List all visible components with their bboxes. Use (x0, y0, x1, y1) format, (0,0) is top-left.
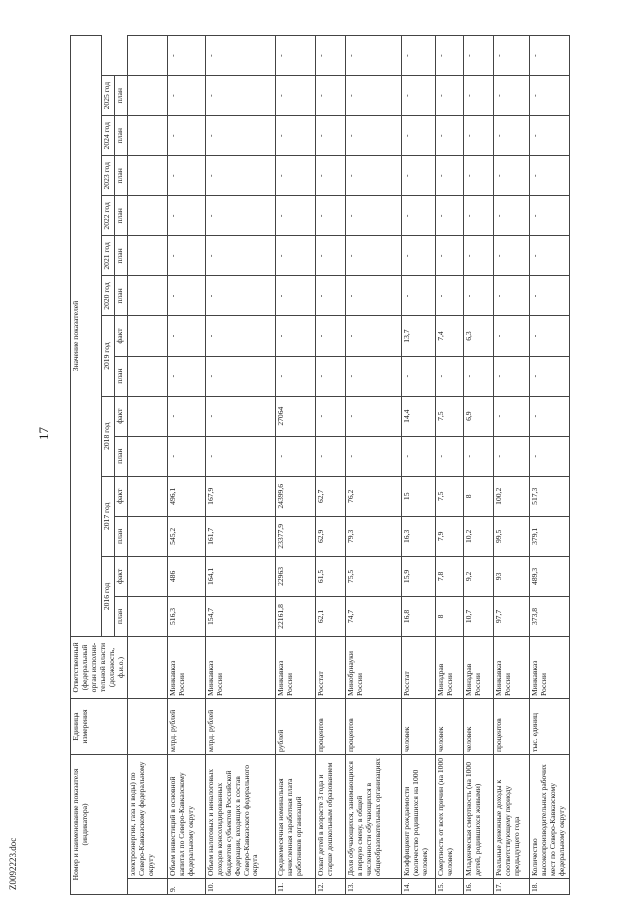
fact-label: факт (114, 396, 127, 436)
fact-label: факт (114, 316, 127, 356)
value-cell: - (205, 396, 275, 436)
value-cell: - (529, 196, 569, 236)
row-number: 14. (401, 879, 435, 895)
value-cell: - (435, 236, 463, 276)
value-cell: - (275, 236, 315, 276)
value-cell: 99,5 (493, 516, 529, 556)
responsible-cell: Минздрав России (435, 637, 463, 699)
plan-label: план (114, 276, 127, 316)
value-cell: 13,7 (401, 316, 435, 356)
page-number: 17 (36, 427, 51, 440)
value-cell: - (345, 156, 401, 196)
value-cell: - (275, 156, 315, 196)
indicator-name: Реальные денежные доходы к соответствующему периоду предыдущего года (493, 755, 529, 879)
value-cell: - (463, 156, 493, 196)
unit-cell: процентов (345, 699, 401, 755)
value-cell: - (401, 116, 435, 156)
value-cell (127, 116, 167, 156)
value-cell: - (463, 356, 493, 396)
year-2022: 2022 год (102, 196, 115, 236)
value-cell (127, 356, 167, 396)
value-cell: - (345, 436, 401, 476)
table-row (127, 36, 167, 895)
value-cell: - (167, 236, 205, 276)
row-number: 15. (435, 879, 463, 895)
value-cell: - (345, 356, 401, 396)
unit-cell: человек (435, 699, 463, 755)
value-cell: - (493, 236, 529, 276)
value-cell: - (167, 396, 205, 436)
value-cell: - (205, 36, 275, 76)
value-cell: - (529, 156, 569, 196)
value-cell: - (167, 436, 205, 476)
value-cell (127, 556, 167, 596)
row-number: 17. (493, 879, 529, 895)
value-cell: - (205, 196, 275, 236)
value-cell: - (493, 76, 529, 116)
value-cell (127, 596, 167, 636)
value-cell: - (529, 76, 569, 116)
unit-cell: млрд. рублей (167, 699, 205, 755)
plan-label: план (114, 76, 127, 116)
value-cell (127, 396, 167, 436)
responsible-cell: Минкавказ России (167, 637, 205, 699)
value-cell: - (493, 156, 529, 196)
year-2024: 2024 год (102, 116, 115, 156)
table-row (463, 36, 493, 895)
value-cell: - (401, 276, 435, 316)
table-row (275, 36, 315, 895)
plan-label: план (114, 156, 127, 196)
value-cell: 22963 (275, 556, 315, 596)
year-2017: 2017 год (102, 476, 115, 556)
value-cell: - (315, 156, 345, 196)
value-cell: 7,8 (435, 556, 463, 596)
value-cell: - (167, 356, 205, 396)
value-cell: - (435, 196, 463, 236)
year-2025: 2025 год (102, 76, 115, 116)
indicator-name: Младенческая смертность (на 1000 детей, родившихся живыми) (463, 755, 493, 879)
unit-cell: млрд. рублей (205, 699, 275, 755)
value-cell: - (401, 196, 435, 236)
value-cell: - (401, 236, 435, 276)
value-cell: - (529, 316, 569, 356)
value-cell: - (205, 356, 275, 396)
value-cell: 9,2 (463, 556, 493, 596)
table-row (205, 36, 275, 895)
value-cell: - (529, 236, 569, 276)
value-cell: 486 (167, 556, 205, 596)
value-cell (127, 276, 167, 316)
plan-label: план (114, 356, 127, 396)
value-cell: - (345, 276, 401, 316)
value-cell: 10,2 (463, 516, 493, 556)
value-cell: - (167, 36, 205, 76)
value-cell (127, 36, 167, 76)
indicator-name: Количество высокопроизводительных рабочих мест по Северо-Кавказскому федеральному округу (529, 755, 569, 879)
value-cell: - (275, 316, 315, 356)
value-cell: - (345, 76, 401, 116)
value-cell: - (275, 36, 315, 76)
value-cell: 74,7 (345, 596, 401, 636)
value-cell: - (463, 196, 493, 236)
value-cell: - (315, 276, 345, 316)
value-cell: - (401, 436, 435, 476)
plan-label: план (114, 236, 127, 276)
plan-label: план (114, 116, 127, 156)
value-cell: - (205, 236, 275, 276)
value-cell: 97,7 (493, 596, 529, 636)
value-cell: - (463, 76, 493, 116)
value-cell: - (167, 196, 205, 236)
plan-label: план (114, 196, 127, 236)
value-cell (127, 436, 167, 476)
value-cell: - (493, 196, 529, 236)
file-name-footer: Z0092223.doc (8, 837, 18, 890)
value-cell: 7,5 (435, 476, 463, 516)
value-cell: - (205, 76, 275, 116)
responsible-cell: Минкавказ России (529, 637, 569, 699)
unit-cell: тыс. единиц (529, 699, 569, 755)
row-number: 16. (463, 879, 493, 895)
year-2023: 2023 год (102, 156, 115, 196)
value-cell: - (435, 276, 463, 316)
value-cell: 8 (463, 476, 493, 516)
value-cell: - (345, 36, 401, 76)
value-cell: - (167, 76, 205, 116)
value-cell: - (401, 76, 435, 116)
value-cell: - (345, 196, 401, 236)
value-cell: 10,7 (463, 596, 493, 636)
value-cell: - (345, 316, 401, 356)
row-number: 18. (529, 879, 569, 895)
table-row (167, 36, 205, 895)
value-cell: - (167, 116, 205, 156)
value-cell: - (529, 36, 569, 76)
value-cell: 7,5 (435, 396, 463, 436)
value-cell: 76,2 (345, 476, 401, 516)
value-cell: 489,3 (529, 556, 569, 596)
value-cell: - (315, 196, 345, 236)
value-cell: - (493, 396, 529, 436)
value-cell: - (435, 156, 463, 196)
header-unit: Единица измерения (71, 699, 128, 755)
value-cell: - (493, 116, 529, 156)
responsible-cell: Росстат (401, 637, 435, 699)
indicator-name: Смертность от всех причин (на 1000 человек) (435, 755, 463, 879)
value-cell: - (315, 236, 345, 276)
row-number: 10. (205, 879, 275, 895)
value-cell: - (493, 316, 529, 356)
value-cell: - (463, 276, 493, 316)
value-cell: - (275, 276, 315, 316)
value-cell: 6,9 (463, 396, 493, 436)
value-cell: - (529, 276, 569, 316)
value-cell: 61,5 (315, 556, 345, 596)
table-row (529, 36, 569, 895)
value-cell: - (463, 36, 493, 76)
header-values-group: Значение показателей (71, 36, 102, 637)
value-cell: - (275, 356, 315, 396)
value-cell: - (435, 36, 463, 76)
indicator-name: Коэффициент рождаемости (количество родившихся на 1000 человек) (401, 755, 435, 879)
value-cell: 496,1 (167, 476, 205, 516)
plan-label: план (114, 436, 127, 476)
value-cell: 373,8 (529, 596, 569, 636)
row-number: 9. (167, 879, 205, 895)
table-row (345, 36, 401, 895)
value-cell (127, 196, 167, 236)
header-indicator: Номер и наименование показателя (индикатора) (71, 755, 128, 895)
value-cell: - (315, 356, 345, 396)
table-body (127, 36, 569, 895)
value-cell: - (205, 156, 275, 196)
year-2018: 2018 год (102, 396, 115, 476)
plan-label: план (114, 516, 127, 556)
value-cell: - (205, 116, 275, 156)
year-2020: 2020 год (102, 276, 115, 316)
responsible-cell: Минкавказ России (275, 637, 315, 699)
year-2021: 2021 год (102, 236, 115, 276)
value-cell: 16,8 (401, 596, 435, 636)
value-cell: 517,3 (529, 476, 569, 516)
plan-label: план (114, 596, 127, 636)
value-cell: 16,3 (401, 516, 435, 556)
value-cell: 27064 (275, 396, 315, 436)
responsible-cell: Минкавказ России (493, 637, 529, 699)
value-cell: 100,2 (493, 476, 529, 516)
value-cell: 167,9 (205, 476, 275, 516)
table-row (435, 36, 463, 895)
responsible-cell: Минкавказ России (205, 637, 275, 699)
year-2016: 2016 год (102, 556, 115, 636)
value-cell: - (529, 396, 569, 436)
value-cell: 8 (435, 596, 463, 636)
value-cell: 7,4 (435, 316, 463, 356)
unit-cell: процентов (493, 699, 529, 755)
value-cell (127, 76, 167, 116)
indicator-name: Доля обучающихся, занимающихся в первую смену, в общей численности обучающихся в общеобразовательных организациях (345, 755, 401, 879)
table-row (315, 36, 345, 895)
value-cell: 62,1 (315, 596, 345, 636)
table-row (493, 36, 529, 895)
value-cell (127, 156, 167, 196)
fact-label: факт (114, 556, 127, 596)
value-cell: 161,7 (205, 516, 275, 556)
value-cell (127, 316, 167, 356)
value-cell: - (167, 316, 205, 356)
value-cell: - (493, 276, 529, 316)
indicators-table (70, 35, 570, 895)
indicator-name: электроэнергии, газа и воды) по Северо-Кавказскому федеральному округу (127, 755, 167, 879)
value-cell: 379,1 (529, 516, 569, 556)
fact-label: факт (114, 476, 127, 516)
value-cell: - (529, 436, 569, 476)
value-cell: - (345, 116, 401, 156)
value-cell: 516,3 (167, 596, 205, 636)
unit-cell: человек (401, 699, 435, 755)
value-cell: - (315, 436, 345, 476)
value-cell: 15 (401, 476, 435, 516)
value-cell: 6,3 (463, 316, 493, 356)
value-cell: 545,2 (167, 516, 205, 556)
unit-cell (127, 699, 167, 755)
value-cell: 62,7 (315, 476, 345, 516)
value-cell: 93 (493, 556, 529, 596)
value-cell: - (435, 356, 463, 396)
value-cell: 7,9 (435, 516, 463, 556)
responsible-cell: Минобрнауки России (345, 637, 401, 699)
unit-cell: человек (463, 699, 493, 755)
responsible-cell: Минздрав России (463, 637, 493, 699)
value-cell: 75,5 (345, 556, 401, 596)
value-cell: - (275, 436, 315, 476)
value-cell: - (435, 116, 463, 156)
value-cell: 22161,8 (275, 596, 315, 636)
indicator-name: Охват детей в возрасте 3 года и старше дошкольным образованием (315, 755, 345, 879)
value-cell: - (275, 196, 315, 236)
indicator-name: Объем инвестиций в основной капитал по Северо-Кавказскому федеральному округу (167, 755, 205, 879)
value-cell: - (493, 36, 529, 76)
responsible-cell (127, 637, 167, 699)
value-cell: - (463, 116, 493, 156)
value-cell: - (463, 236, 493, 276)
value-cell: - (435, 76, 463, 116)
value-cell: - (529, 356, 569, 396)
value-cell: 79,3 (345, 516, 401, 556)
value-cell: 14,4 (401, 396, 435, 436)
value-cell: - (315, 396, 345, 436)
row-number: 11. (275, 879, 315, 895)
indicator-name: Объем налоговых и неналоговых доходов консолидированных бюджетов субъектов Российской Федерации, входящих в состав Северо-Кавказского федерального округа (205, 755, 275, 879)
value-cell: 62,9 (315, 516, 345, 556)
unit-cell: рублей (275, 699, 315, 755)
value-cell: - (275, 76, 315, 116)
value-cell: - (401, 156, 435, 196)
value-cell: - (493, 356, 529, 396)
value-cell: - (345, 396, 401, 436)
value-cell: - (205, 436, 275, 476)
value-cell: - (435, 436, 463, 476)
value-cell: - (529, 116, 569, 156)
value-cell: - (205, 316, 275, 356)
table-row (401, 36, 435, 895)
year-2019: 2019 год (102, 316, 115, 396)
value-cell: - (345, 236, 401, 276)
value-cell: 23377,9 (275, 516, 315, 556)
value-cell (127, 236, 167, 276)
header-responsible: Ответственный (федеральный орган исполни-тельной власти (должность, ф.и.о.) (71, 637, 128, 699)
rotated-table-container (70, 35, 630, 895)
unit-cell: процентов (315, 699, 345, 755)
row-number: 12. (315, 879, 345, 895)
value-cell: - (493, 436, 529, 476)
value-cell: 15,9 (401, 556, 435, 596)
value-cell: - (463, 436, 493, 476)
value-cell (127, 476, 167, 516)
row-number: 13. (345, 879, 401, 895)
row-number (127, 879, 167, 895)
value-cell: - (401, 36, 435, 76)
value-cell: - (401, 356, 435, 396)
value-cell: - (315, 36, 345, 76)
value-cell: 164,1 (205, 556, 275, 596)
value-cell: 154,7 (205, 596, 275, 636)
value-cell: - (167, 156, 205, 196)
value-cell (127, 516, 167, 556)
responsible-cell: Росстат (315, 637, 345, 699)
value-cell: 24399,6 (275, 476, 315, 516)
value-cell: - (205, 276, 275, 316)
value-cell: - (315, 316, 345, 356)
value-cell: - (315, 116, 345, 156)
value-cell: - (167, 276, 205, 316)
value-cell: - (315, 76, 345, 116)
indicator-name: Среднемесячная номинальная начисленная заработная плата работников организаций (275, 755, 315, 879)
value-cell: - (275, 116, 315, 156)
